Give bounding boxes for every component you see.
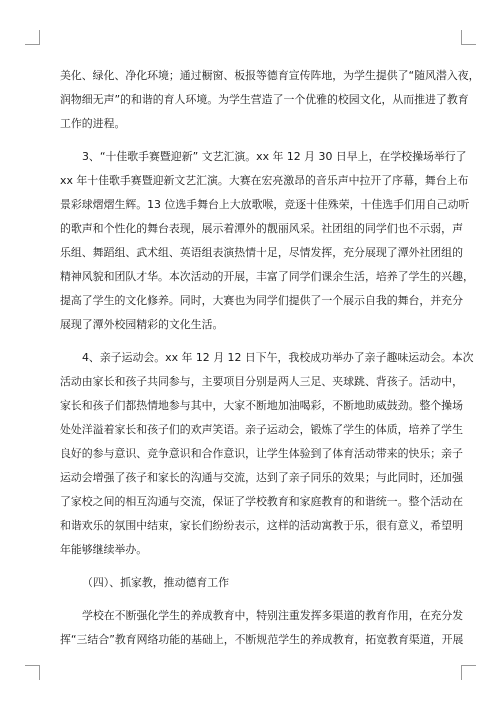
section-heading [60, 571, 442, 595]
text-line: 乐组、舞蹈组、武术组、英语组表演热情十足，尽情发挥，充分展现了潭外社团组的 [60, 246, 463, 259]
text-line: 景彩球熠熠生辉。13 位选手舞台上大放歌喉，竞逐十佳殊荣，十佳选手们用自己动听 [60, 198, 470, 211]
text-line: 精神风貌和团队才华。本次活动的开展，丰富了同学们课余生活，培养了学生的兴趣， [60, 270, 474, 283]
text-line: 挥“三结合”教育网络功能的基础上，不断规范学生的养成教育，拓宽教育渠道，开展 [60, 633, 464, 646]
text-line: 展现了潭外校园精彩的文化生活。 [60, 318, 224, 331]
text-line: 家长和孩子们都热情地参与其中，大家不断地加油喝彩，不断地助威鼓劲。整个操场 [60, 399, 463, 412]
paragraph-5 [60, 604, 464, 652]
paragraph-1 [60, 64, 480, 136]
text-line: 4、亲子运动会。xx 年 12 月 12 日下午，我校成功举办了亲子趣味运动会。本次 [82, 351, 474, 364]
text-line: 润物细无声”的和谐的育人环境。为学生营造了一个优雅的校园文化，从而推进了教育 [60, 93, 469, 106]
paragraph-3 [60, 346, 474, 562]
text-line: 的歌声和个性化的舞台表现，展示着潭外的靓丽风采。社团组的同学们也不示弱，声 [60, 222, 463, 235]
text-line: 了家校之间的相互沟通与交流，保证了学校教育和家庭教育的和谐统一。整个活动在 [60, 495, 463, 508]
text-line: 年能够继续举办。 [60, 543, 148, 556]
document-body [60, 64, 480, 652]
text-line: 处处洋溢着家长和孩子们的欢声笑语。亲子运动会，锻炼了学生的体质，培养了学生 [60, 423, 463, 436]
text-line: 工作的进程。 [60, 117, 126, 130]
text-line: 和谐欢乐的氛围中结束，家长们纷纷表示，这样的活动寓教于乐，很有意义，希望明 [60, 519, 463, 532]
crop-mark-bottom-left [25, 665, 40, 680]
crop-mark-bottom-right [461, 665, 476, 680]
crop-mark-top-right [461, 30, 476, 45]
text-line: 活动由家长和孩子共同参与，主要项目分别是两人三足、夹球跳、背孩子。活动中， [60, 375, 463, 388]
text-line: xx 年十佳歌手赛暨迎新文艺汇演。大赛在宏亮激昂的音乐声中拉开了序幕，舞台上布 [60, 174, 469, 187]
text-line: 学校在不断强化学生的养成教育中，特别注重发挥多渠道的教育作用，在充分发 [82, 609, 464, 622]
paragraph-2 [60, 145, 474, 337]
text-line: 良好的参与意识、竞争意识和合作意识，让学生体验到了体育活动带来的快乐；亲子 [60, 447, 463, 460]
text-line: 运动会增强了孩子和家长的沟通与交流，达到了亲子同乐的效果；与此同时，还加强 [60, 471, 463, 484]
text-line: 提高了学生的文化修养。同时，大赛也为同学们提供了一个展示自我的舞台，并充分 [60, 294, 463, 307]
text-line: 美化、绿化、净化环境；通过橱窗、板报等德育宣传阵地，为学生提供了“随风潜入夜， [60, 69, 480, 82]
heading-line: （四）、抓家教，推动德育工作 [82, 576, 230, 589]
crop-mark-top-left [25, 30, 40, 45]
text-line: 3、“十佳歌手赛暨迎新” 文艺汇演。xx 年 12 月 30 日早上，在学校操场举行了 [82, 150, 467, 163]
